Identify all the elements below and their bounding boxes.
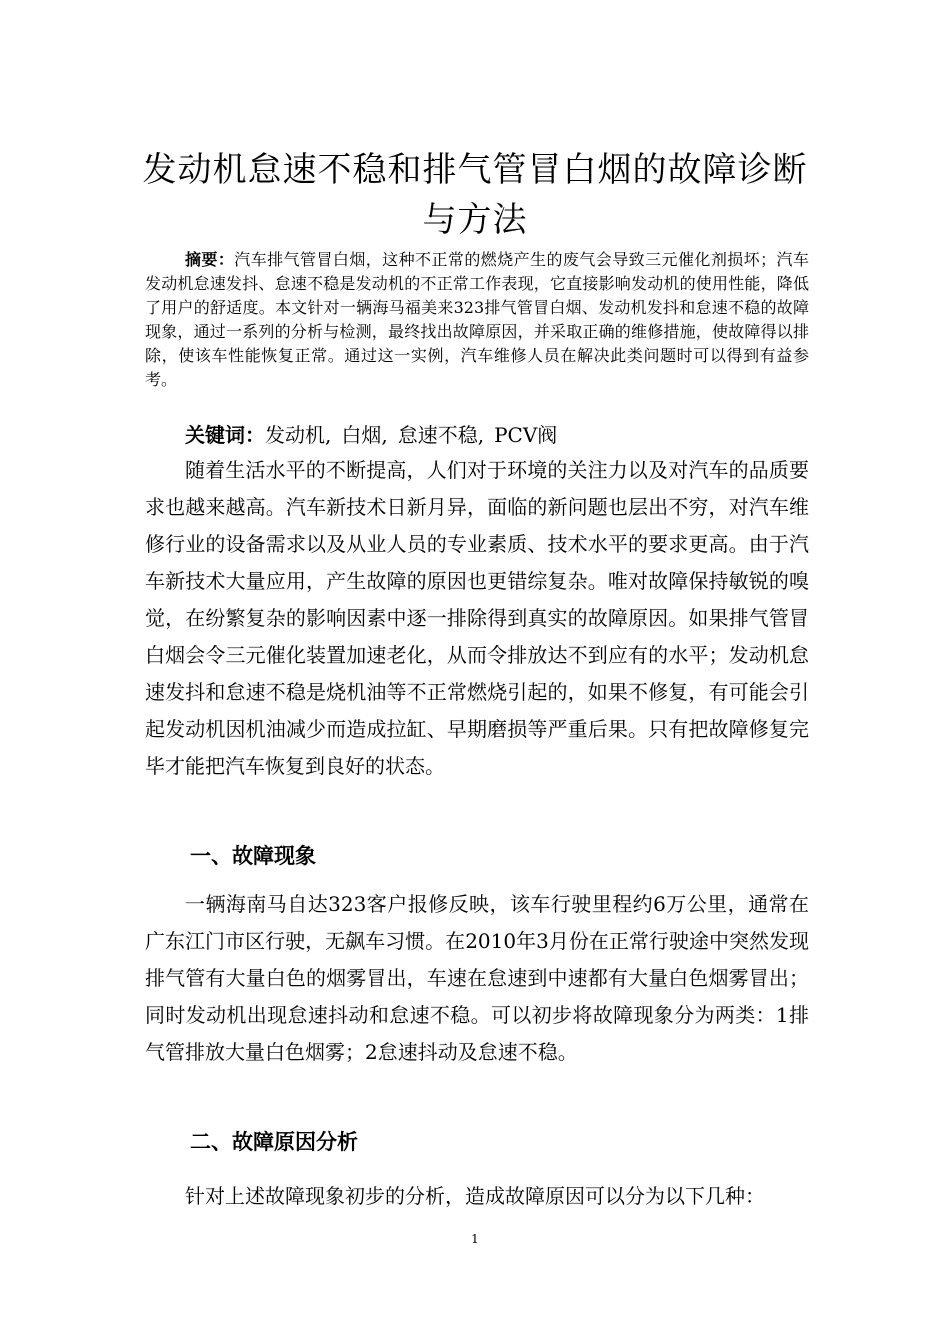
keyword: 白烟, bbox=[341, 423, 388, 447]
section-heading-symptoms: 一、故障现象 bbox=[190, 844, 316, 868]
document-title: 发动机怠速不稳和排气管冒白烟的故障诊断与方法 bbox=[142, 150, 808, 240]
keyword: PCV阀 bbox=[494, 423, 558, 447]
abstract-paragraph bbox=[145, 248, 809, 392]
page-number: 1 bbox=[471, 1232, 479, 1246]
section-heading-cause-analysis: 二、故障原因分析 bbox=[190, 1130, 358, 1154]
keywords-label: 关键词： bbox=[185, 423, 265, 447]
symptoms-paragraph: 一辆海南马自达323客户报修反映，该车行驶里程约6万公里，通常在广东江门市区行驶，无飙车习惯。在2010年3月份在正常行驶途中突然发现排气管有大量白色的烟雾冒出，车速在怠速到中速都有大量白色烟雾冒出；同时发动机出现怠速抖动和怠速不稳。可以初步将故障现象分为两类：1排气管排放大量白色烟雾；2怠速抖动及怠速不稳。 bbox=[145, 892, 809, 1064]
keyword: 怠速不稳, bbox=[397, 423, 485, 447]
intro-paragraph: 随着生活水平的不断提高，人们对于环境的关注力以及对汽车的品质要求也越来越高。汽车新技术日新月异，面临的新问题也层出不穷，对汽车维修行业的设备需求以及从业人员的专业素质、技术水平的要求更高。由于汽车新技术大量应用，产生故障的原因也更错综复杂。唯对故障保持敏锐的嗅觉，在纷繁复杂的影响因素中逐一排除得到真实的故障原因。如果排气管冒白烟会令三元催化装置加速老化，从而令排放达不到应有的水平；发动机怠速发抖和怠速不稳是烧机油等不正常燃烧引起的，如果不修复，有可能会引起发动机因机油减少而造成拉缸、早期磨损等严重后果。只有把故障修复完毕才能把汽车恢复到良好的状态。 bbox=[145, 458, 809, 778]
abstract-text: 汽车排气管冒白烟，这种不正常的燃烧产生的废气会导致三元催化剂损坏；汽车发动机怠速发抖、怠速不稳是发动机的不正常工作表现，它直接影响发动机的使用性能，降低了用户的舒适度。本文针对一辆海马福美来323排气管冒白烟、发动机发抖和怠速不稳的故障现象，通过一系列的分析与检测，最终找出故障原因，并采取正确的维修措施，使故障得以排除，使该车性能恢复正常。通过这一实例，汽车维修人员在解决此类问题时可以得到有益参考。 bbox=[145, 250, 809, 389]
keyword: 发动机, bbox=[265, 423, 332, 447]
cause-analysis-paragraph: 针对上述故障现象初步的分析，造成故障原因可以分为以下几种： bbox=[185, 1184, 765, 1208]
abstract-label: 摘要： bbox=[185, 250, 235, 269]
keywords-line bbox=[145, 421, 809, 449]
